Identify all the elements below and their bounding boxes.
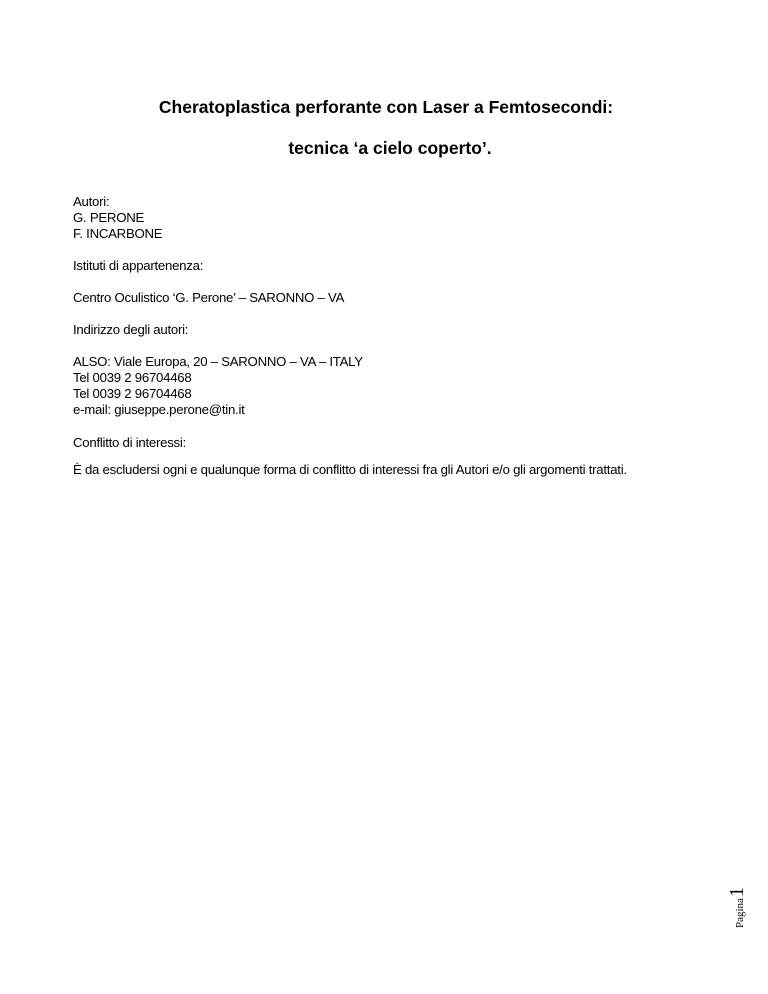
conflict-statement: È da escludersi ogni e qualunque forma di conflitto di interessi fra gli Autori e/o gli argomenti trattati. (73, 462, 627, 477)
institution-value: Centro Oculistico ‘G. Perone’ – SARONNO – VA (73, 290, 345, 305)
address-section (73, 354, 363, 418)
email-line: e-mail: giuseppe.perone@tin.it (73, 402, 245, 417)
conflict-heading: Conflitto di interessi: (73, 435, 186, 450)
page-number: 1 (726, 887, 748, 898)
document-title-line-1: Cheratoplastica perforante con Laser a Femtosecondi: (158, 97, 614, 117)
page-footer (722, 868, 752, 928)
address-line: ALSO: Viale Europa, 20 – SARONNO – VA – ITALY (73, 354, 363, 369)
phone-line: Tel 0039 2 96704468 (73, 386, 192, 401)
author-name: G. PERONE (73, 210, 145, 225)
document-title-line-2: tecnica ‘a cielo coperto’. (288, 138, 492, 158)
authors-section (73, 194, 162, 242)
page-label: Pagina (734, 898, 746, 928)
author-name: F. INCARBONE (73, 226, 163, 241)
address-heading: Indirizzo degli autori: (73, 322, 189, 337)
institutions-heading: Istituti di appartenenza: (73, 258, 204, 273)
authors-heading: Autori: (73, 194, 110, 209)
phone-line: Tel 0039 2 96704468 (73, 370, 192, 385)
